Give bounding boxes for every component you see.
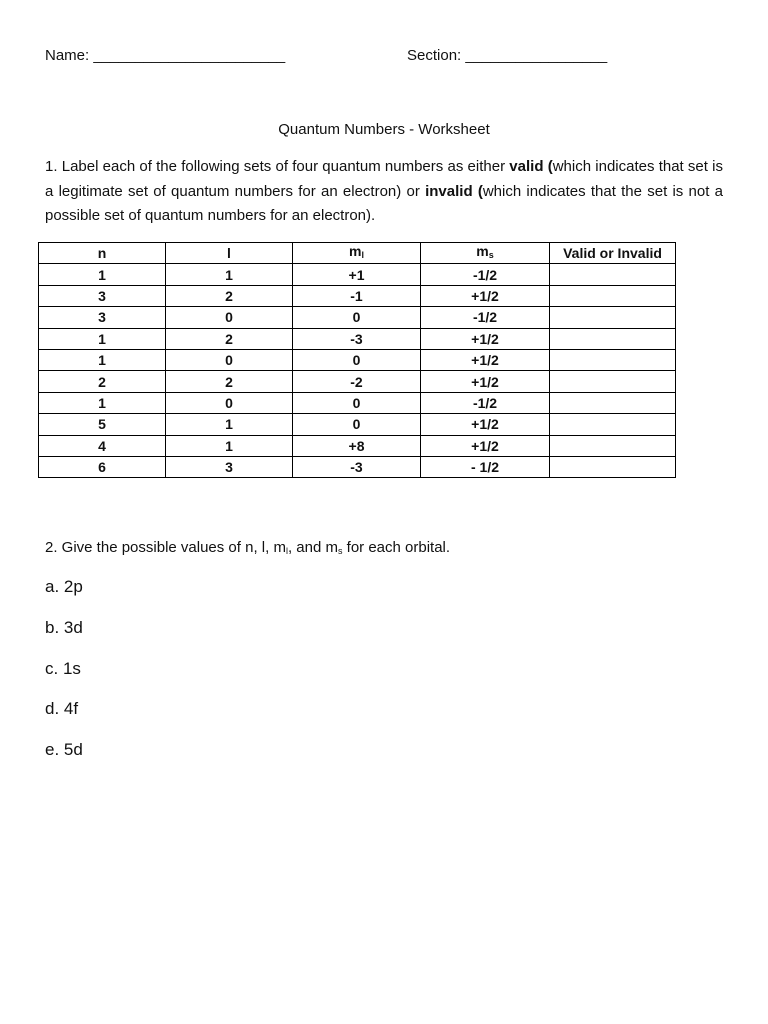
cell-ms: - 1/2 xyxy=(421,456,550,477)
cell-ml: 0 xyxy=(293,414,421,435)
question-2-ml-sub: l xyxy=(285,546,288,556)
cell-ml: -3 xyxy=(293,328,421,349)
table-row xyxy=(39,349,676,370)
table-row xyxy=(39,371,676,392)
cell-ml: 0 xyxy=(293,349,421,370)
cell-l: 0 xyxy=(166,392,293,413)
orbital-item: a. 2p xyxy=(45,577,83,596)
cell-ml: -2 xyxy=(293,371,421,392)
orbital-item: d. 4f xyxy=(45,699,79,718)
cell-ms: +1/2 xyxy=(421,285,550,306)
cell-n: 1 xyxy=(39,328,166,349)
cell-n: 4 xyxy=(39,435,166,456)
header-row xyxy=(45,47,725,69)
cell-n: 2 xyxy=(39,371,166,392)
question-2 xyxy=(45,539,450,556)
header-ml-base: m xyxy=(349,243,362,260)
cell-l: 1 xyxy=(166,414,293,435)
name-field: Name: _______________________ xyxy=(45,47,286,64)
cell-ml: +1 xyxy=(293,264,421,285)
cell-ms: +1/2 xyxy=(421,349,550,370)
cell-n: 5 xyxy=(39,414,166,435)
header-ml-sub: l xyxy=(361,250,364,261)
cell-l: 0 xyxy=(166,307,293,328)
question-1-text-a: 1. Label each of the following sets of four quantum numbers as either xyxy=(45,158,510,175)
cell-ms: +1/2 xyxy=(421,435,550,456)
cell-n: 3 xyxy=(39,285,166,306)
question-1 xyxy=(45,155,723,229)
header-valid-or-invalid: Valid or Invalid xyxy=(550,243,676,264)
cell-n: 1 xyxy=(39,264,166,285)
header-ms xyxy=(421,243,550,264)
cell-l: 0 xyxy=(166,349,293,370)
cell-l: 2 xyxy=(166,328,293,349)
cell-ml: -3 xyxy=(293,456,421,477)
cell-n: 1 xyxy=(39,392,166,413)
answer-cell[interactable] xyxy=(550,328,676,349)
cell-ml: 0 xyxy=(293,392,421,413)
cell-ml: -1 xyxy=(293,285,421,306)
cell-ml: 0 xyxy=(293,307,421,328)
header-l: l xyxy=(166,243,293,264)
question-1-text-c: which indicates that the set is not a possible set of quantum numbers for an electron). xyxy=(45,182,723,224)
cell-ml: +8 xyxy=(293,435,421,456)
cell-n: 6 xyxy=(39,456,166,477)
answer-cell[interactable] xyxy=(550,349,676,370)
table-header-row xyxy=(39,243,676,264)
table-row xyxy=(39,307,676,328)
cell-l: 1 xyxy=(166,435,293,456)
cell-ms: +1/2 xyxy=(421,328,550,349)
answer-cell[interactable] xyxy=(550,371,676,392)
cell-ms: -1/2 xyxy=(421,392,550,413)
cell-ms: +1/2 xyxy=(421,414,550,435)
table-row xyxy=(39,435,676,456)
question-2-text-c: for each orbital. xyxy=(342,539,451,556)
table-row xyxy=(39,456,676,477)
table-row xyxy=(39,328,676,349)
question-2-text-a: 2. Give the possible values of n, l, m xyxy=(45,539,286,556)
table-row xyxy=(39,414,676,435)
table-row xyxy=(39,264,676,285)
answer-cell[interactable] xyxy=(550,264,676,285)
question-1-text-b: which indicates that set is a legitimate set of quantum numbers for an electron) or xyxy=(45,158,723,200)
cell-ms: +1/2 xyxy=(421,371,550,392)
answer-cell[interactable] xyxy=(550,392,676,413)
answer-cell[interactable] xyxy=(550,307,676,328)
header-ms-base: m xyxy=(476,243,489,260)
answer-cell[interactable] xyxy=(550,435,676,456)
orbital-item: e. 5d xyxy=(45,740,83,759)
cell-l: 1 xyxy=(166,264,293,285)
orbital-item: b. 3d xyxy=(45,618,83,637)
table-row xyxy=(39,285,676,306)
cell-l: 2 xyxy=(166,371,293,392)
worksheet-title: Quantum Numbers - Worksheet xyxy=(278,121,490,138)
answer-cell[interactable] xyxy=(550,456,676,477)
valid-keyword: valid ( xyxy=(509,158,553,175)
cell-ms: -1/2 xyxy=(421,307,550,328)
question-2-ms-sub: s xyxy=(337,546,343,556)
cell-l: 2 xyxy=(166,285,293,306)
header-ms-sub: s xyxy=(488,250,494,261)
invalid-keyword: invalid ( xyxy=(425,182,483,200)
cell-n: 3 xyxy=(39,307,166,328)
answer-cell[interactable] xyxy=(550,285,676,306)
cell-ms: -1/2 xyxy=(421,264,550,285)
orbital-item: c. 1s xyxy=(45,659,81,678)
cell-n: 1 xyxy=(39,349,166,370)
table-row xyxy=(39,392,676,413)
section-field: Section: _________________ xyxy=(407,47,608,64)
quantum-numbers-table xyxy=(38,242,676,478)
answer-cell[interactable] xyxy=(550,414,676,435)
question-2-text-b: , and m xyxy=(287,539,338,556)
cell-l: 3 xyxy=(166,456,293,477)
header-ml xyxy=(293,243,421,264)
header-n: n xyxy=(39,243,166,264)
